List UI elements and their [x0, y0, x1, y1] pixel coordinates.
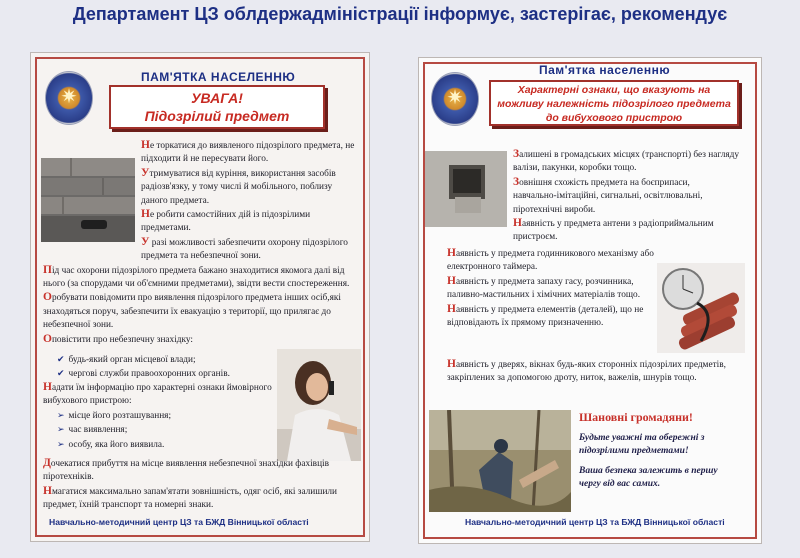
instruction-text: тримуватися від куріння, використання засобів радіозв'язку, у тому числі й мобільного, поблизу даного предмета. — [141, 168, 336, 206]
banner-text: Характерні ознаки, що вказують на можливу належність підозрілого предмета до вибухового пристрою — [497, 84, 731, 124]
instruction-text: разі можливості забезпечити охорону підозрілого предмета та небезпечної зони. — [141, 237, 348, 262]
list-item: ➢ особу, яка його виявила. — [57, 438, 165, 450]
dropcap: Н — [447, 274, 456, 287]
right-text-block-2: Наявність у предмета годинникового механізму або електронного таймера. Наявність у предмета запаху гасу, розчинника, паливно-мастильних і хімічних матеріалів тощо. Наявність у предмета елементів (деталей), що не відповідають їх прямому призначенню. — [447, 247, 654, 329]
dropcap: З — [513, 175, 520, 188]
dropcap: Н — [513, 217, 522, 230]
check-bullet-icon: ✔ — [57, 354, 65, 364]
dropcap: П — [43, 263, 52, 276]
warning-banner — [109, 85, 325, 129]
list-item: ✔ чергові служби правоохоронних органів. — [57, 368, 230, 380]
citizens-title: Шановні громадяни! — [579, 410, 693, 424]
page-title: Департамент ЦЗ облдержадміністрації інформує, застерігає, рекомендує — [72, 4, 728, 24]
time-bomb-photo — [657, 263, 745, 353]
appeal-block — [579, 432, 739, 498]
instruction-text: ід час охорони підозрілого предмета бажано знаходитися якомога далі від нього (за спорудами чи об'ємними предметами), звідти вести спостереження. — [43, 265, 350, 290]
notify-list — [57, 353, 267, 382]
poster-footer: Навчально-методичний центр ЦЗ та БЖД Вінницької області — [49, 517, 309, 527]
dropcap: Н — [447, 247, 456, 259]
woman-calling-photo — [277, 349, 361, 461]
arrow-bullet-icon: ➢ — [57, 424, 65, 435]
instruction-text: е робити самостійних дій із підозрілими предметами. — [141, 210, 311, 234]
dropcap: Н — [141, 208, 150, 221]
dropcap: О — [43, 291, 52, 304]
dropcap: Н — [447, 358, 456, 370]
arrow-bullet-icon: ➢ — [57, 410, 65, 420]
arrow-bullet-icon: ➢ — [57, 438, 65, 449]
dropcap: Н — [43, 484, 52, 497]
left-text-block — [43, 139, 361, 347]
dropcap: З — [513, 148, 520, 160]
forest-search-photo — [429, 410, 571, 512]
memo-heading: ПАМ'ЯТКА НАСЕЛЕННЮ — [141, 70, 296, 84]
list-item: ➢ місце його розташування; — [57, 410, 172, 421]
list-item: ✔ будь-який орган місцевої влади; — [57, 354, 196, 365]
info-list — [57, 409, 267, 452]
banner-subtitle: Підозрілий предмет — [144, 108, 290, 124]
banner-warning-word: УВАГА! — [191, 90, 243, 106]
instruction-text: повістити про небезпечну знахідку: — [51, 334, 194, 345]
memo-poster-suspicious-object — [30, 52, 370, 542]
dropcap: У — [141, 166, 150, 179]
dropcap: Н — [43, 381, 52, 393]
right-text-block-3: Наявність у дверях, вікнах будь-яких сторонніх підозрілих предметів, закріплених за допомогою дроту, ниток, важелів, шнурів тощо. — [447, 358, 726, 384]
dropcap: Н — [447, 302, 456, 315]
memo-poster-explosive-signs — [418, 57, 762, 544]
memo-heading: Пам'ятка населенню — [539, 63, 671, 77]
signs-banner — [489, 80, 739, 126]
list-item: ➢ час виявлення; — [57, 424, 128, 436]
instruction-text: робувати повідомити про виявлення підозрілого предмета інших осіб,які знаходяться поруч, забезпечити їх евакуацію з території, що прилягає до небезпечної зони. — [43, 293, 341, 331]
dropcap: Д — [43, 457, 51, 469]
dropcap: Н — [141, 139, 150, 151]
check-bullet-icon: ✔ — [57, 368, 65, 379]
civil-defense-emblem-icon: ✷ — [45, 71, 93, 125]
appeal-text: Будьте уважні та обережні з підозрілими предметами! — [579, 433, 705, 456]
right-text-block: Залишені в громадських місцях (транспорті) без нагляду валізи, пакунки, коробки тощо. Зовнішня схожість предмета на боєприпаси, навчально-імітаційні, сигнальні, освітлювальні, піротехнічні вироби. Наявність у предмета антени з радіоприймальним пристроєм. — [513, 148, 739, 243]
appeal-text: Ваша безпека залежить в першу чергу від вас самих. — [579, 466, 718, 489]
final-instructions: Дочекатися прибуття на місце виявлення небезпечної знахідки фахівців піротехніків. Нмагатися максимально запам'ятати зовнішність, одяг осіб, які залишили предмет, їхній транспорт та номерні знаки. — [43, 457, 338, 511]
poster-footer: Навчально-методичний центр ЦЗ та БЖД Вінницької області — [465, 517, 725, 527]
civil-defense-emblem-icon: ✷ — [431, 72, 479, 126]
dropcap: У — [141, 235, 150, 248]
dropcap: О — [43, 332, 52, 345]
instruction-text: е торкатися до виявленого підозрілого предмета, не підходити й не пересувати його. — [141, 141, 355, 165]
give-info-text: Надати їм інформацію про характерні ознаки ймовірного вибухового пристрою: — [43, 381, 272, 407]
